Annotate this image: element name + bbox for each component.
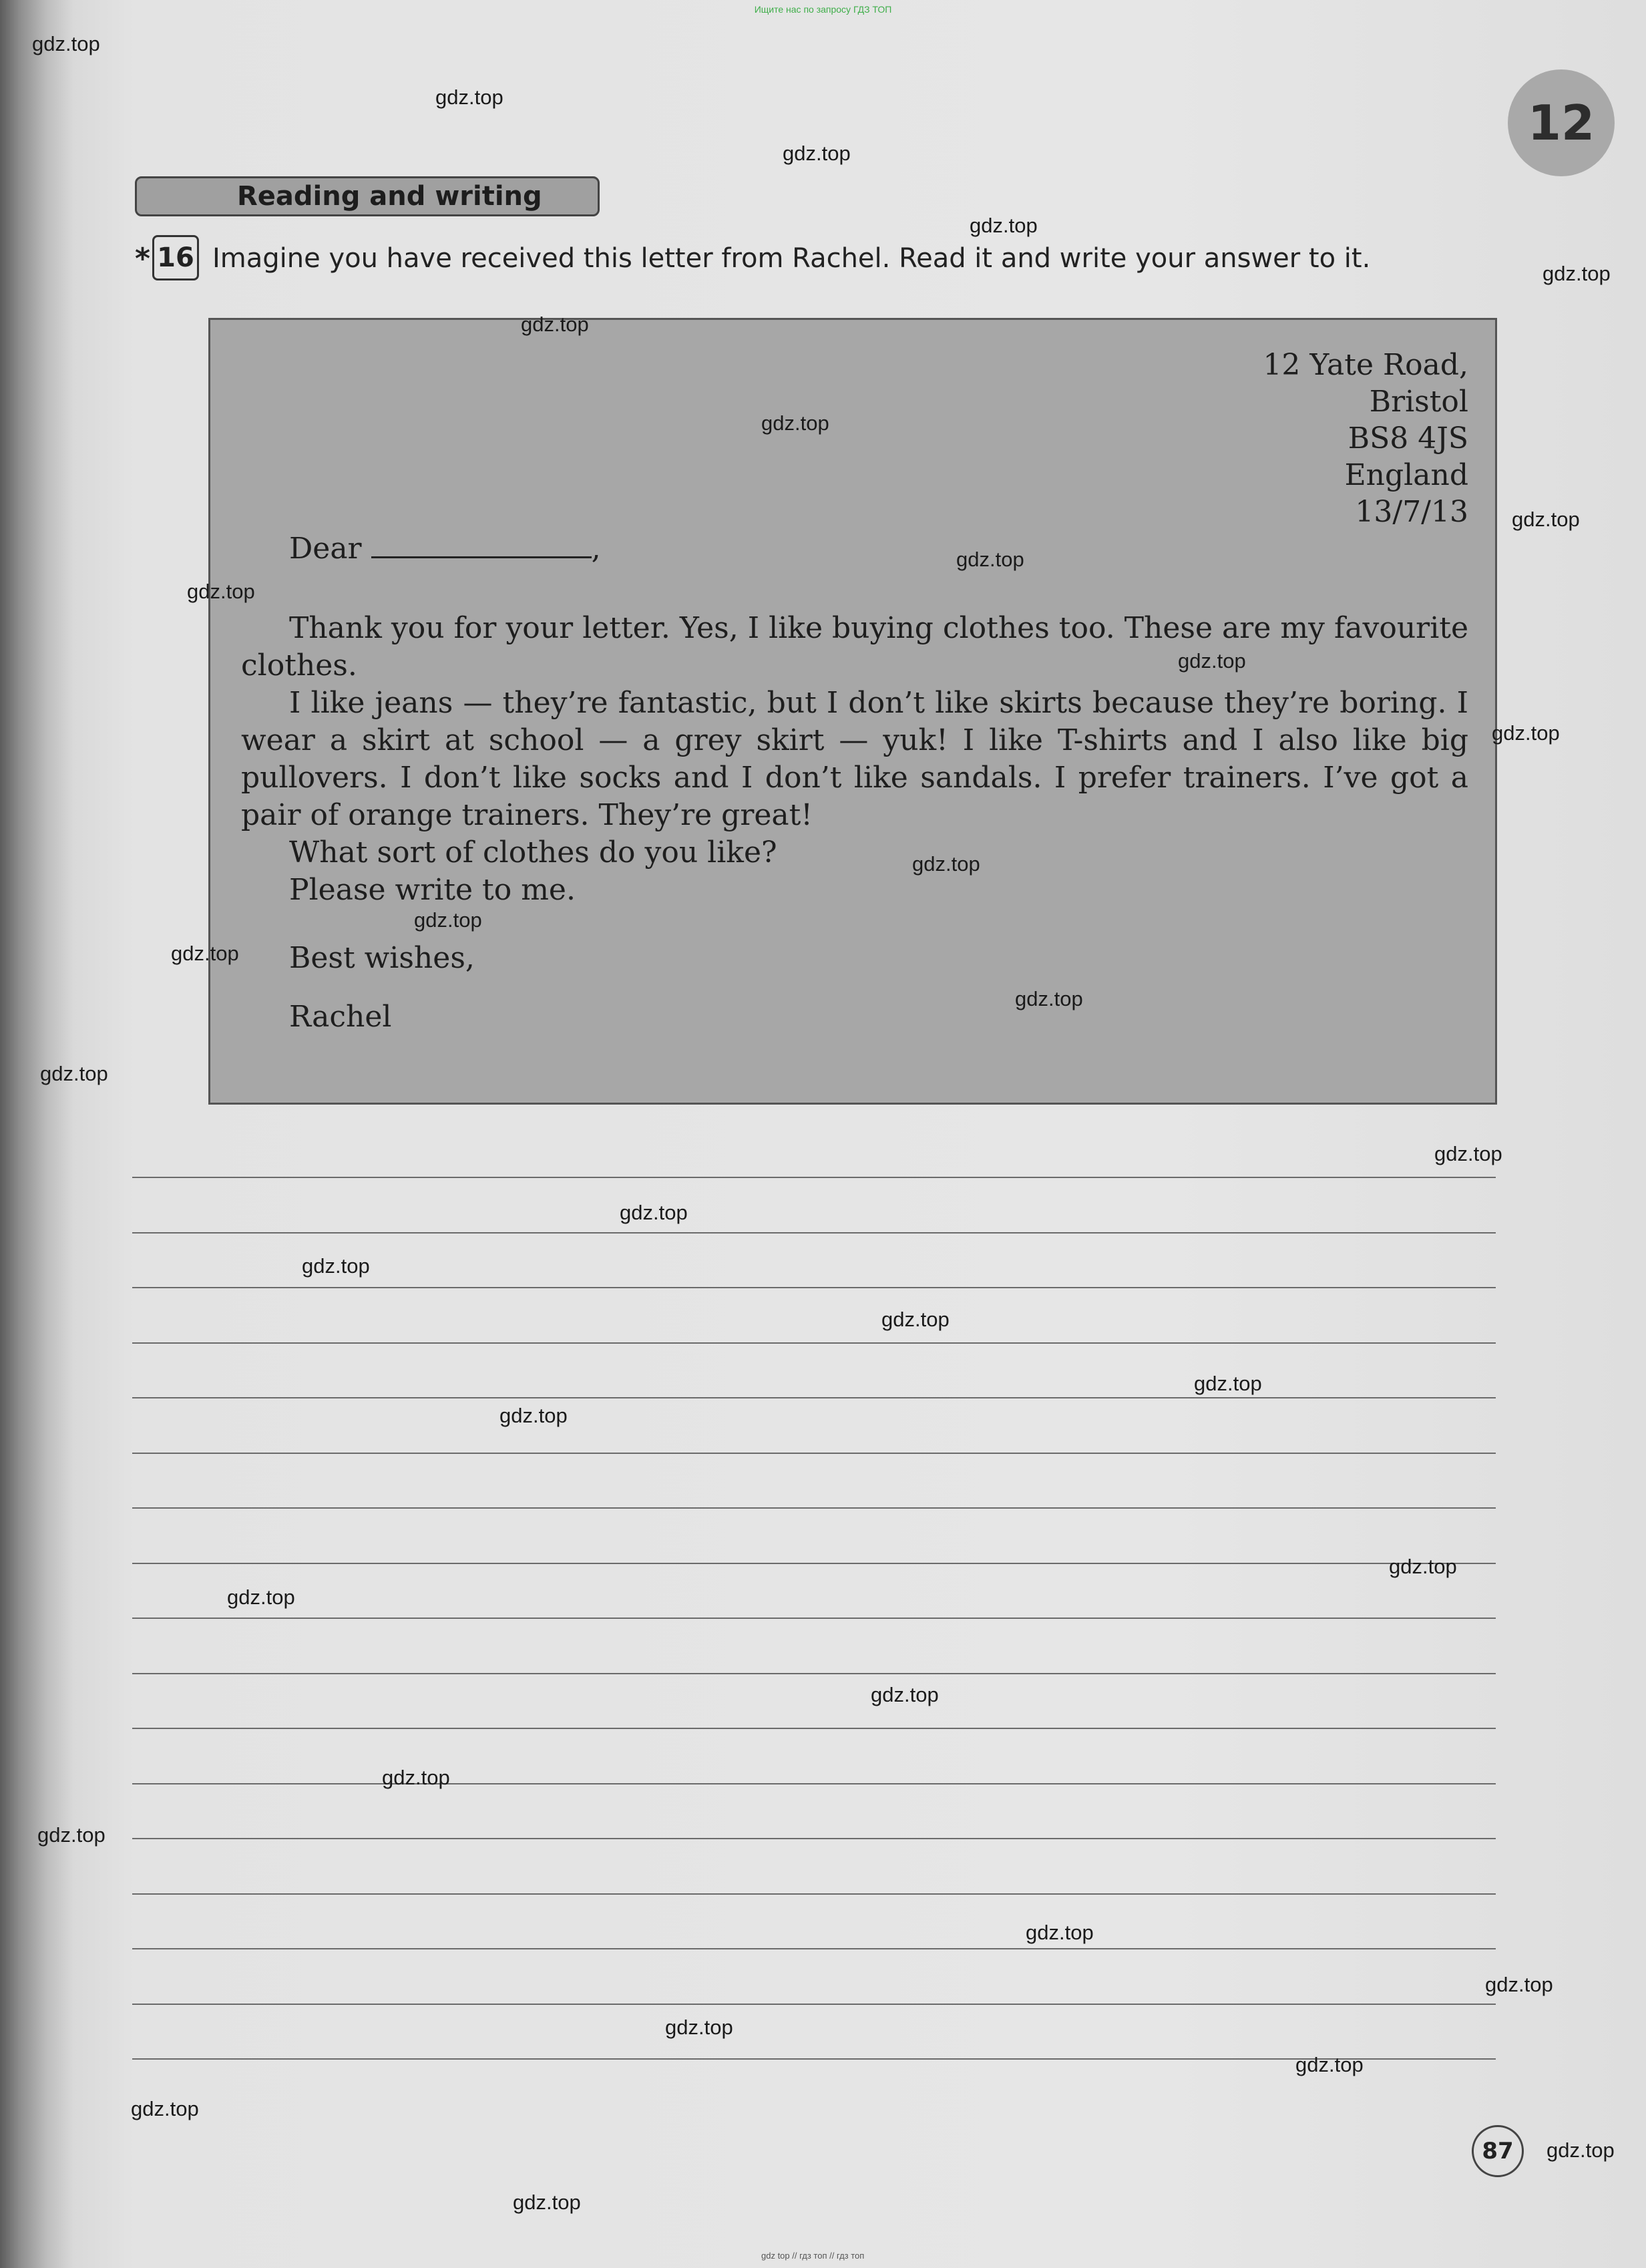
letter-paragraph: I like jeans — they’re fantastic, but I don’t like skirts because they’re boring. I wear a skirt at school — a grey skirt — yuk! I like T-shirts and I also like big pullovers. I don’t like socks and I don’t like sandals. I prefer trainers. I’ve got a pair of orange trainers. They’re great! xyxy=(241,686,1468,832)
writing-line[interactable] xyxy=(132,1453,1496,1454)
watermark-text: gdz.top xyxy=(1542,262,1611,285)
watermark-text: gdz.top xyxy=(499,1404,568,1427)
letter-paragraph: What sort of clothes do you like? xyxy=(289,835,777,870)
watermark-text: gdz.top xyxy=(761,411,829,435)
watermark-text: gdz.top xyxy=(1389,1555,1457,1578)
letter-date: 13/7/13 xyxy=(1355,495,1468,529)
watermark-text: gdz.top xyxy=(1492,721,1560,745)
letter-box xyxy=(208,318,1497,1105)
watermark-text: gdz.top xyxy=(871,1683,939,1706)
watermark-text: gdz.top xyxy=(956,548,1024,571)
address-line: 12 Yate Road, xyxy=(1263,348,1468,382)
letter-body xyxy=(241,610,1468,909)
watermark-text: gdz.top xyxy=(1485,1973,1553,1996)
writing-line[interactable] xyxy=(132,1397,1496,1398)
letter-paragraph: Please write to me. xyxy=(289,873,576,907)
watermark-text: gdz.top xyxy=(1194,1372,1262,1395)
letter-closing: Best wishes, xyxy=(289,941,475,975)
writing-line[interactable] xyxy=(132,2004,1496,2005)
footer-note: gdz top // гдз топ // гдз топ xyxy=(761,2251,865,2261)
watermark-text: gdz.top xyxy=(620,1201,688,1224)
watermark-text: gdz.top xyxy=(881,1308,950,1331)
watermark-text: gdz.top xyxy=(1015,987,1083,1010)
page-number: 87 xyxy=(1472,2125,1524,2177)
watermark-text: gdz.top xyxy=(1026,1921,1094,1944)
watermark-text: gdz.top xyxy=(187,580,255,603)
unit-number-badge: 12 xyxy=(1508,69,1615,176)
writing-line[interactable] xyxy=(132,1507,1496,1509)
exercise-star: * xyxy=(135,242,151,276)
watermark-text: gdz.top xyxy=(227,1585,295,1609)
watermark-text: gdz.top xyxy=(171,942,239,965)
greeting-comma: , xyxy=(591,532,601,566)
writing-line[interactable] xyxy=(132,1563,1496,1564)
watermark-text: gdz.top xyxy=(37,1823,106,1847)
watermark-text: gdz.top xyxy=(665,2016,733,2039)
letter-signature: Rachel xyxy=(289,1000,392,1034)
greeting-word: Dear xyxy=(289,532,362,566)
writing-line[interactable] xyxy=(132,2058,1496,2060)
writing-line[interactable] xyxy=(132,1287,1496,1288)
watermark-text: gdz.top xyxy=(131,2097,199,2120)
exercise-instruction: Imagine you have received this letter from Rachel. Read it and write your answer to it. xyxy=(212,243,1371,274)
letter-address xyxy=(1263,347,1468,530)
writing-line[interactable] xyxy=(132,1618,1496,1619)
writing-line[interactable] xyxy=(132,1893,1496,1895)
section-heading: Reading and writing xyxy=(135,176,600,216)
watermark-text: gdz.top xyxy=(513,2191,581,2214)
watermark-text: gdz.top xyxy=(970,214,1038,237)
writing-line[interactable] xyxy=(132,1177,1496,1178)
writing-line[interactable] xyxy=(132,1728,1496,1729)
watermark-text: gdz.top xyxy=(783,142,851,165)
watermark-text: gdz.top xyxy=(1178,649,1246,673)
watermark-text: gdz.top xyxy=(1547,2138,1615,2162)
watermark-text: gdz.top xyxy=(1512,508,1580,531)
writing-line[interactable] xyxy=(132,1673,1496,1674)
writing-line[interactable] xyxy=(132,1838,1496,1839)
watermark-text: gdz.top xyxy=(414,908,482,932)
watermark-text: gdz.top xyxy=(302,1254,370,1278)
watermark-text: gdz.top xyxy=(1295,2053,1364,2076)
watermark-text: gdz.top xyxy=(382,1766,450,1789)
address-line: England xyxy=(1344,458,1468,492)
watermark-text: gdz.top xyxy=(912,852,980,876)
site-banner[interactable]: Ищите нас по запросу ГДЗ ТОП xyxy=(754,4,892,15)
watermark-text: gdz.top xyxy=(32,32,100,55)
writing-line[interactable] xyxy=(132,1342,1496,1344)
writing-line[interactable] xyxy=(132,1948,1496,1949)
watermark-text: gdz.top xyxy=(1434,1142,1502,1165)
watermark-text: gdz.top xyxy=(435,85,503,109)
watermark-text: gdz.top xyxy=(521,313,589,336)
watermark-text: gdz.top xyxy=(40,1062,108,1085)
exercise-number: 16 xyxy=(152,235,199,280)
writing-line[interactable] xyxy=(132,1232,1496,1234)
writing-line[interactable] xyxy=(132,1783,1496,1784)
address-line: Bristol xyxy=(1369,385,1468,419)
letter-paragraph: Thank you for your letter. Yes, I like buying clothes too. These are my favourite clothes. xyxy=(241,611,1468,683)
letter-greeting xyxy=(289,530,601,566)
address-line: BS8 4JS xyxy=(1348,421,1468,455)
name-blank[interactable] xyxy=(371,530,592,558)
